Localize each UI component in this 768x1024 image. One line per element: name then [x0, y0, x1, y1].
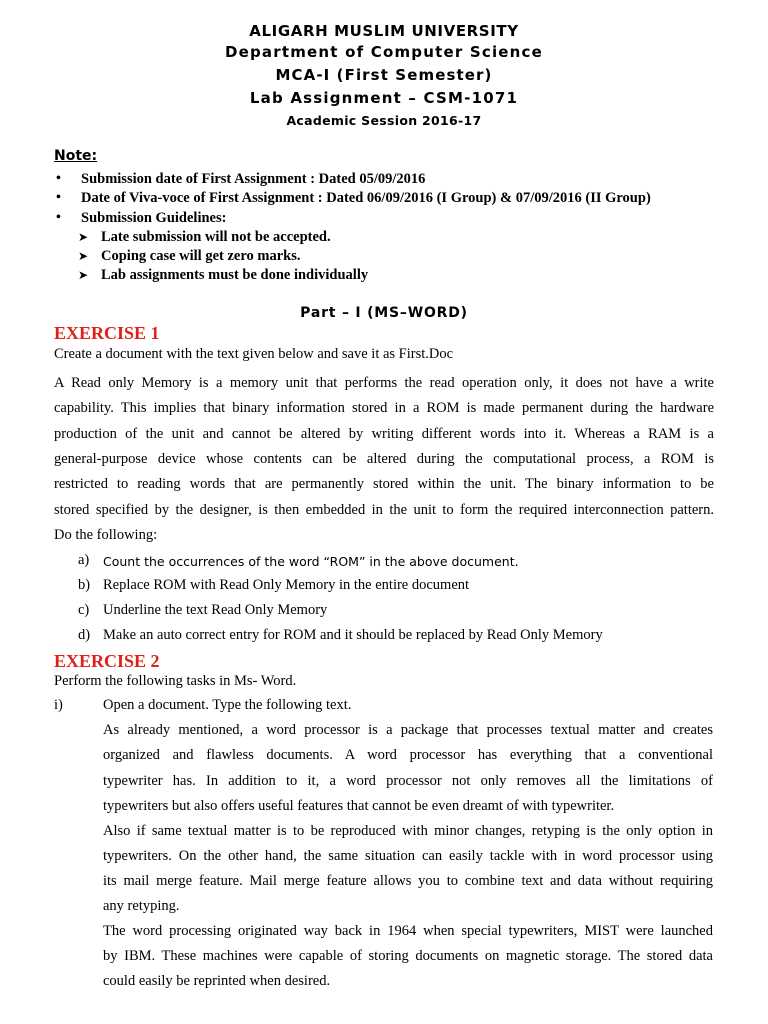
exercise-1-heading: EXERCISE 1	[54, 323, 160, 343]
exercise-1-intro: Create a document with the text given below and save it as First.Doc	[54, 346, 454, 362]
note-bullet-3: Submission Guidelines:	[81, 210, 227, 226]
exercise-1-paragraph-line: capability. This implies that binary information stored in a ROM is made permanent during the hardware	[54, 400, 714, 416]
bullet-icon: •	[56, 210, 61, 225]
note-heading: Note:	[54, 148, 98, 164]
guideline-1: Late submission will not be accepted.	[101, 229, 331, 245]
part-title: Part – I (MS–WORD)	[300, 305, 468, 321]
bullet-icon: •	[56, 171, 61, 186]
exercise-1-paragraph-line: stored specified by the designer, is then embedded in the unit to form the required interconnection pattern.	[54, 502, 714, 518]
exercise-2-text-line: could easily be reprinted when desired.	[103, 973, 331, 989]
task-text: Count the occurrences of the word “ROM” in the above document.	[103, 554, 519, 569]
exercise-2-text-line: typewriters but also offers useful features that cannot be even dreamt of with typewriter.	[103, 798, 615, 814]
item-number: i)	[54, 697, 63, 713]
do-following-label: Do the following:	[54, 527, 158, 543]
exercise-2-text-line: organized and flawless documents. A word processor has everything that a conventional	[103, 747, 713, 763]
exercise-2-text-line: by IBM. These machines were capable of storing documents on magnetic storage. The stored data	[103, 948, 713, 964]
exercise-1-paragraph-line: A Read only Memory is a memory unit that performs the read operation only, it does not have a write	[54, 375, 714, 391]
exercise-1-paragraph-line: general-purpose device whose contents can be altered during the computational process, a ROM is	[54, 451, 714, 467]
arrow-bullet-icon: ➤	[78, 249, 89, 263]
arrow-bullet-icon: ➤	[78, 268, 89, 282]
exercise-2-text-line: The word processing originated way back in 1964 when special typewriters, MIST were launched	[103, 923, 713, 939]
guideline-2: Coping case will get zero marks.	[101, 248, 301, 264]
arrow-bullet-icon: ➤	[78, 230, 89, 244]
task-letter: d)	[78, 627, 91, 643]
note-bullet-1: Submission date of First Assignment : Dated 05/09/2016	[81, 171, 426, 187]
assignment-title: Lab Assignment – CSM-1071	[249, 89, 519, 107]
program-title: MCA-I (First Semester)	[275, 66, 493, 84]
exercise-1-paragraph-line: restricted to reading words that are permanently stored within the unit. The binary information to be	[54, 476, 714, 492]
exercise-2-intro: Perform the following tasks in Ms- Word.	[54, 673, 297, 689]
session-title: Academic Session 2016-17	[286, 113, 482, 128]
department-title: Department of Computer Science	[224, 43, 544, 61]
exercise-2-text-line: any retyping.	[103, 898, 180, 914]
exercise-2-text-line: Also if same textual matter is to be reproduced with minor changes, retyping is the only option in	[103, 823, 713, 839]
task-letter: a)	[78, 552, 90, 568]
task-letter: c)	[78, 602, 90, 618]
exercise-2-text-line: typewriter has. In addition to it, a word processor not only removes all the limitations of	[103, 773, 713, 789]
task-letter: b)	[78, 577, 91, 593]
exercise-2-heading: EXERCISE 2	[54, 651, 160, 671]
university-title: ALIGARH MUSLIM UNIVERSITY	[249, 22, 519, 40]
note-bullet-2: Date of Viva-voce of First Assignment : Dated 06/09/2016 (I Group) & 07/09/2016 (II Group)	[81, 190, 651, 206]
item-text: Open a document. Type the following text.	[103, 697, 352, 713]
exercise-2-text-line: typewriters. On the other hand, the same situation can easily tackle with in word processor using	[103, 848, 713, 864]
task-text: Replace ROM with Read Only Memory in the entire document	[103, 577, 470, 593]
exercise-1-paragraph-line: production of the unit and cannot be altered by writing different words into it. Whereas a RAM is a	[54, 426, 714, 442]
bullet-icon: •	[56, 190, 61, 205]
exercise-2-text-line: As already mentioned, a word processor is a package that processes textual matter and creates	[103, 722, 713, 738]
guideline-3: Lab assignments must be done individually	[101, 267, 369, 283]
exercise-2-text-line: its mail merge feature. Mail merge feature allows you to combine text and data without requiring	[103, 873, 713, 889]
task-text: Make an auto correct entry for ROM and it should be replaced by Read Only Memory	[103, 627, 603, 643]
task-text: Underline the text Read Only Memory	[103, 602, 328, 618]
